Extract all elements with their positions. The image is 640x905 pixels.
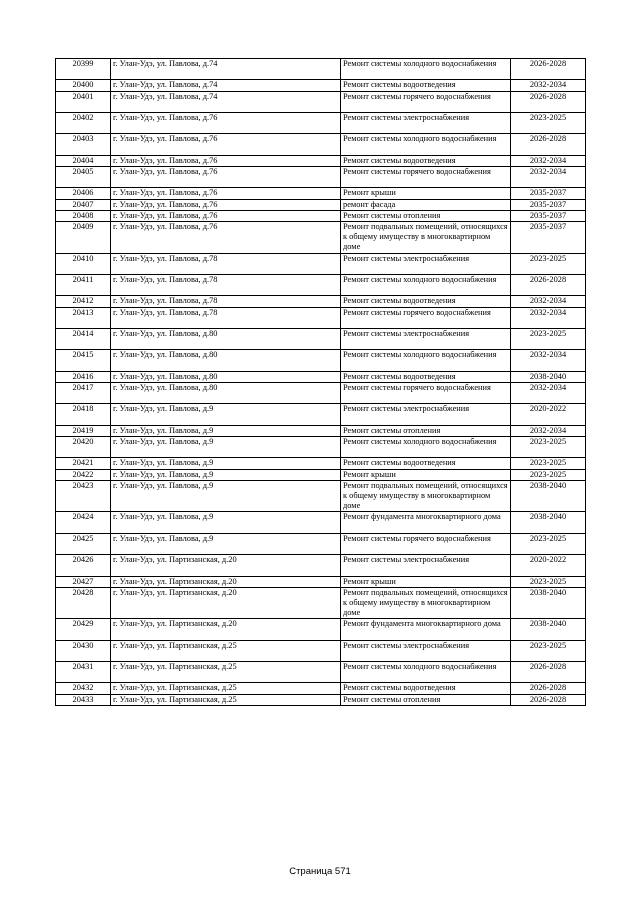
work-type-cell: Ремонт системы водоотведения	[341, 371, 511, 382]
work-type-cell: Ремонт системы отопления	[341, 425, 511, 436]
period-cell: 2035-2037	[511, 210, 586, 221]
work-type-cell: Ремонт системы холодного водоснабжения	[341, 59, 511, 80]
table-row	[56, 640, 586, 661]
address-cell: г. Улан-Удэ, ул. Партизанская, д.25	[111, 662, 341, 683]
work-type-cell: Ремонт системы электроснабжения	[341, 640, 511, 661]
table-row	[56, 80, 586, 91]
period-cell: 2038-2040	[511, 371, 586, 382]
capital-repair-table	[55, 58, 586, 706]
period-cell: 2035-2037	[511, 221, 586, 253]
address-cell: г. Улан-Удэ, ул. Партизанская, д.25	[111, 683, 341, 694]
table-row	[56, 210, 586, 221]
row-number-cell: 20432	[56, 683, 111, 694]
table-row	[56, 328, 586, 349]
address-cell: г. Улан-Удэ, ул. Павлова, д.9	[111, 533, 341, 554]
address-cell: г. Улан-Удэ, ул. Павлова, д.9	[111, 512, 341, 533]
address-cell: г. Улан-Удэ, ул. Партизанская, д.20	[111, 619, 341, 640]
period-cell: 2026-2028	[511, 662, 586, 683]
period-cell: 2026-2028	[511, 274, 586, 295]
address-cell: г. Улан-Удэ, ул. Павлова, д.9	[111, 458, 341, 469]
table-row	[56, 296, 586, 307]
row-number-cell: 20431	[56, 662, 111, 683]
period-cell: 2023-2025	[511, 576, 586, 587]
row-number-cell: 20433	[56, 694, 111, 705]
row-number-cell: 20421	[56, 458, 111, 469]
address-cell: г. Улан-Удэ, ул. Павлова, д.80	[111, 371, 341, 382]
work-type-cell: Ремонт системы отопления	[341, 694, 511, 705]
address-cell: г. Улан-Удэ, ул. Павлова, д.76	[111, 166, 341, 187]
row-number-cell: 20399	[56, 59, 111, 80]
period-cell: 2032-2034	[511, 382, 586, 403]
period-cell: 2035-2037	[511, 188, 586, 199]
address-cell: г. Улан-Удэ, ул. Павлова, д.78	[111, 274, 341, 295]
table-row	[56, 619, 586, 640]
period-cell: 2038-2040	[511, 480, 586, 512]
work-type-cell: Ремонт системы водоотведения	[341, 458, 511, 469]
address-cell: г. Улан-Удэ, ул. Павлова, д.76	[111, 210, 341, 221]
address-cell: г. Улан-Удэ, ул. Павлова, д.78	[111, 307, 341, 328]
table-row	[56, 199, 586, 210]
work-type-cell: Ремонт системы холодного водоснабжения	[341, 436, 511, 457]
row-number-cell: 20423	[56, 480, 111, 512]
row-number-cell: 20407	[56, 199, 111, 210]
table-row	[56, 512, 586, 533]
table-row	[56, 469, 586, 480]
address-cell: г. Улан-Удэ, ул. Павлова, д.80	[111, 382, 341, 403]
row-number-cell: 20402	[56, 112, 111, 133]
work-type-cell: Ремонт системы электроснабжения	[341, 555, 511, 576]
table-row	[56, 576, 586, 587]
address-cell: г. Улан-Удэ, ул. Партизанская, д.25	[111, 694, 341, 705]
address-cell: г. Улан-Удэ, ул. Павлова, д.76	[111, 221, 341, 253]
work-type-cell: Ремонт системы водоотведения	[341, 683, 511, 694]
table-row	[56, 166, 586, 187]
address-cell: г. Улан-Удэ, ул. Павлова, д.74	[111, 80, 341, 91]
work-type-cell: Ремонт системы холодного водоснабжения	[341, 274, 511, 295]
address-cell: г. Улан-Удэ, ул. Партизанская, д.20	[111, 576, 341, 587]
row-number-cell: 20400	[56, 80, 111, 91]
work-type-cell: Ремонт системы горячего водоснабжения	[341, 166, 511, 187]
work-type-cell: Ремонт системы электроснабжения	[341, 253, 511, 274]
work-type-cell: Ремонт системы холодного водоснабжения	[341, 134, 511, 155]
address-cell: г. Улан-Удэ, ул. Павлова, д.74	[111, 91, 341, 112]
row-number-cell: 20427	[56, 576, 111, 587]
address-cell: г. Улан-Удэ, ул. Павлова, д.76	[111, 112, 341, 133]
address-cell: г. Улан-Удэ, ул. Павлова, д.9	[111, 404, 341, 425]
period-cell: 2026-2028	[511, 694, 586, 705]
table-row	[56, 155, 586, 166]
period-cell: 2023-2025	[511, 469, 586, 480]
period-cell: 2023-2025	[511, 112, 586, 133]
row-number-cell: 20411	[56, 274, 111, 295]
row-number-cell: 20419	[56, 425, 111, 436]
row-number-cell: 20425	[56, 533, 111, 554]
work-type-cell: Ремонт системы горячего водоснабжения	[341, 382, 511, 403]
work-type-cell: Ремонт крыши	[341, 188, 511, 199]
work-type-cell: Ремонт подвальных помещений, относящихся к общему имуществу в многоквартирном доме	[341, 480, 511, 512]
period-cell: 2032-2034	[511, 155, 586, 166]
period-cell: 2032-2034	[511, 350, 586, 371]
period-cell: 2026-2028	[511, 59, 586, 80]
address-cell: г. Улан-Удэ, ул. Павлова, д.80	[111, 350, 341, 371]
table-row	[56, 382, 586, 403]
work-type-cell: Ремонт системы горячего водоснабжения	[341, 91, 511, 112]
address-cell: г. Улан-Удэ, ул. Павлова, д.78	[111, 296, 341, 307]
period-cell: 2032-2034	[511, 307, 586, 328]
period-cell: 2020-2022	[511, 555, 586, 576]
period-cell: 2023-2025	[511, 458, 586, 469]
row-number-cell: 20408	[56, 210, 111, 221]
work-type-cell: Ремонт фундамента многоквартирного дома	[341, 619, 511, 640]
table-row	[56, 555, 586, 576]
period-cell: 2023-2025	[511, 533, 586, 554]
table-row	[56, 683, 586, 694]
address-cell: г. Улан-Удэ, ул. Павлова, д.9	[111, 480, 341, 512]
row-number-cell: 20404	[56, 155, 111, 166]
address-cell: г. Улан-Удэ, ул. Партизанская, д.20	[111, 587, 341, 619]
work-type-cell: Ремонт системы горячего водоснабжения	[341, 533, 511, 554]
period-cell: 2038-2040	[511, 619, 586, 640]
work-type-cell: Ремонт системы холодного водоснабжения	[341, 350, 511, 371]
work-type-cell: Ремонт подвальных помещений, относящихся к общему имуществу в многоквартирном доме	[341, 221, 511, 253]
row-number-cell: 20428	[56, 587, 111, 619]
table-row	[56, 404, 586, 425]
period-cell: 2023-2025	[511, 436, 586, 457]
row-number-cell: 20410	[56, 253, 111, 274]
table-row	[56, 371, 586, 382]
row-number-cell: 20417	[56, 382, 111, 403]
table-row	[56, 587, 586, 619]
table-row	[56, 436, 586, 457]
address-cell: г. Улан-Удэ, ул. Партизанская, д.25	[111, 640, 341, 661]
period-cell: 2032-2034	[511, 425, 586, 436]
address-cell: г. Улан-Удэ, ул. Павлова, д.9	[111, 469, 341, 480]
work-type-cell: Ремонт системы отопления	[341, 210, 511, 221]
row-number-cell: 20422	[56, 469, 111, 480]
table-row	[56, 221, 586, 253]
work-type-cell: ремонт фасада	[341, 199, 511, 210]
row-number-cell: 20424	[56, 512, 111, 533]
row-number-cell: 20414	[56, 328, 111, 349]
table-row	[56, 253, 586, 274]
table-row	[56, 533, 586, 554]
work-type-cell: Ремонт крыши	[341, 576, 511, 587]
row-number-cell: 20429	[56, 619, 111, 640]
table-row	[56, 662, 586, 683]
address-cell: г. Улан-Удэ, ул. Павлова, д.76	[111, 199, 341, 210]
address-cell: г. Улан-Удэ, ул. Павлова, д.76	[111, 155, 341, 166]
row-number-cell: 20416	[56, 371, 111, 382]
period-cell: 2023-2025	[511, 328, 586, 349]
address-cell: г. Улан-Удэ, ул. Павлова, д.80	[111, 328, 341, 349]
period-cell: 2035-2037	[511, 199, 586, 210]
address-cell: г. Улан-Удэ, ул. Павлова, д.76	[111, 188, 341, 199]
row-number-cell: 20415	[56, 350, 111, 371]
row-number-cell: 20426	[56, 555, 111, 576]
work-type-cell: Ремонт системы электроснабжения	[341, 404, 511, 425]
table-row	[56, 112, 586, 133]
period-cell: 2023-2025	[511, 640, 586, 661]
table-row	[56, 307, 586, 328]
row-number-cell: 20409	[56, 221, 111, 253]
work-type-cell: Ремонт системы водоотведения	[341, 155, 511, 166]
table-row	[56, 188, 586, 199]
address-cell: г. Улан-Удэ, ул. Павлова, д.9	[111, 436, 341, 457]
work-type-cell: Ремонт системы холодного водоснабжения	[341, 662, 511, 683]
period-cell: 2026-2028	[511, 683, 586, 694]
row-number-cell: 20401	[56, 91, 111, 112]
address-cell: г. Улан-Удэ, ул. Павлова, д.76	[111, 134, 341, 155]
page-number: Страница 571	[289, 866, 351, 877]
row-number-cell: 20413	[56, 307, 111, 328]
address-cell: г. Улан-Удэ, ул. Павлова, д.78	[111, 253, 341, 274]
work-type-cell: Ремонт системы горячего водоснабжения	[341, 307, 511, 328]
period-cell: 2032-2034	[511, 80, 586, 91]
period-cell: 2023-2025	[511, 253, 586, 274]
work-type-cell: Ремонт системы электроснабжения	[341, 328, 511, 349]
period-cell: 2038-2040	[511, 512, 586, 533]
row-number-cell: 20418	[56, 404, 111, 425]
address-cell: г. Улан-Удэ, ул. Партизанская, д.20	[111, 555, 341, 576]
period-cell: 2026-2028	[511, 134, 586, 155]
period-cell: 2020-2022	[511, 404, 586, 425]
row-number-cell: 20405	[56, 166, 111, 187]
period-cell: 2032-2034	[511, 166, 586, 187]
row-number-cell: 20403	[56, 134, 111, 155]
row-number-cell: 20420	[56, 436, 111, 457]
work-type-cell: Ремонт крыши	[341, 469, 511, 480]
period-cell: 2032-2034	[511, 296, 586, 307]
work-type-cell: Ремонт подвальных помещений, относящихся к общему имуществу в многоквартирном доме	[341, 587, 511, 619]
table-row	[56, 350, 586, 371]
table-row	[56, 458, 586, 469]
table-row	[56, 134, 586, 155]
table-row	[56, 274, 586, 295]
table-body	[56, 59, 586, 706]
address-cell: г. Улан-Удэ, ул. Павлова, д.9	[111, 425, 341, 436]
table-row	[56, 480, 586, 512]
table-row	[56, 694, 586, 705]
table-row	[56, 59, 586, 80]
work-type-cell: Ремонт фундамента многоквартирного дома	[341, 512, 511, 533]
table-row	[56, 91, 586, 112]
work-type-cell: Ремонт системы водоотведения	[341, 296, 511, 307]
work-type-cell: Ремонт системы водоотведения	[341, 80, 511, 91]
row-number-cell: 20430	[56, 640, 111, 661]
table-row	[56, 425, 586, 436]
work-type-cell: Ремонт системы электроснабжения	[341, 112, 511, 133]
period-cell: 2026-2028	[511, 91, 586, 112]
address-cell: г. Улан-Удэ, ул. Павлова, д.74	[111, 59, 341, 80]
row-number-cell: 20412	[56, 296, 111, 307]
row-number-cell: 20406	[56, 188, 111, 199]
period-cell: 2038-2040	[511, 587, 586, 619]
